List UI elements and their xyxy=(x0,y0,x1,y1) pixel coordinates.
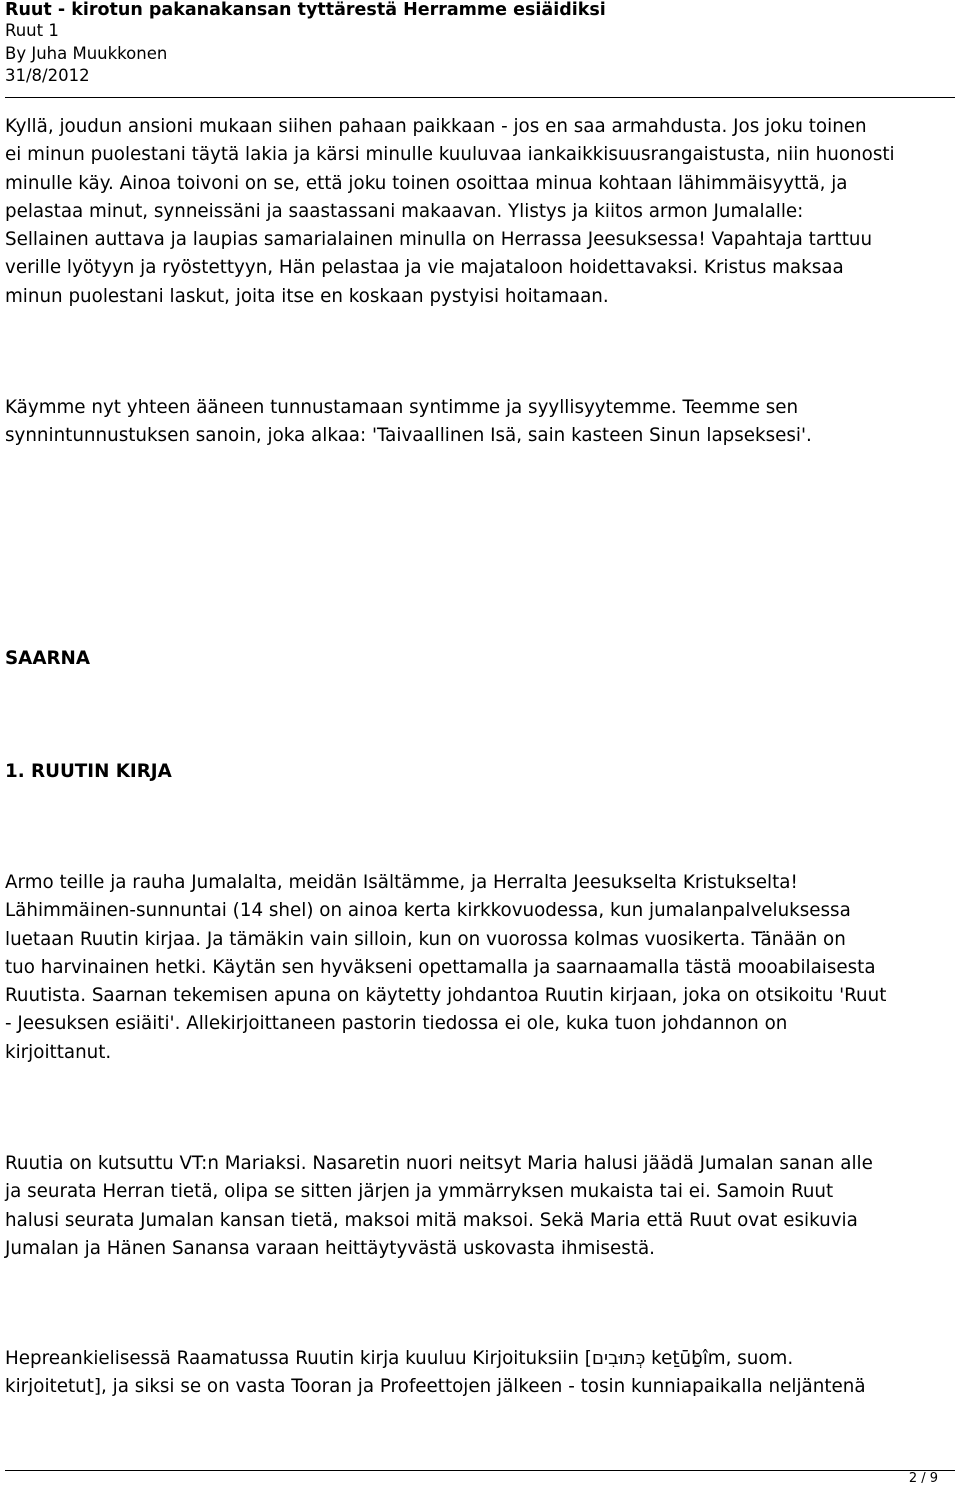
paragraph-4 xyxy=(5,1150,957,1263)
paragraph-1 xyxy=(5,113,957,311)
paragraph-2 xyxy=(5,394,957,451)
paragraph-line: Armo teille ja rauha Jumalalta, meidän Isältämme, ja Herralta Jeesukselta Kristukselta! xyxy=(5,872,798,893)
paragraph-line: kirjoitetut], ja siksi se on vasta Tooran ja Profeettojen jälkeen - tosin kunniapaikalla neljäntenä xyxy=(5,1376,866,1398)
paragraph-5 xyxy=(5,1345,957,1402)
paragraph-line: Hepreankielisessä Raamatussa Ruutin kirja kuuluu Kirjoituksiin [כְּתוּבִים keṯūḇîm, suom. xyxy=(5,1348,794,1369)
document-title: Ruut - kirotun pakanakansan tyttärestä Herramme esiäidiksi xyxy=(5,0,606,20)
book-heading: 1. RUUTIN KIRJA xyxy=(5,761,172,782)
paragraph-line: ei minun puolestani täytä lakia ja kärsi minulle kuuluvaa iankaikkisuusrangaistusta, niin huonosti xyxy=(5,144,895,166)
footer-divider xyxy=(5,1470,955,1471)
paragraph-line: ja seurata Herran tietä, olipa se sitten järjen ja ymmärryksen mukaista tai ei. Samoin Ruut xyxy=(5,1181,834,1203)
paragraph-line: Käymme nyt yhteen ääneen tunnustamaan syntimme ja syyllisyytemme. Teemme sen xyxy=(5,397,799,418)
paragraph-line: pelastaa minut, synneissäni ja saastassani makaavan. Ylistys ja kiitos armon Jumalalle: xyxy=(5,200,804,222)
paragraph-line: minun puolestani laskut, joita itse en koskaan pystyisi hoitamaan. xyxy=(5,285,609,307)
paragraph-line: Jumalan ja Hänen Sanansa varaan heittäytyvästä uskovasta ihmisestä. xyxy=(5,1237,655,1259)
sermon-heading: SAARNA xyxy=(5,648,90,669)
document-subtitle: Ruut 1 xyxy=(5,21,59,40)
paragraph-line: Kyllä, joudun ansioni mukaan siihen pahaan paikkaan - jos en saa armahdusta. Jos joku toinen xyxy=(5,116,867,137)
paragraph-line: - Jeesuksen esiäiti'. Allekirjoittaneen pastorin tiedossa ei ole, kuka tuon johdannon on xyxy=(5,1013,788,1035)
paragraph-line: Sellainen auttava ja laupias samarialainen minulla on Herrassa Jeesuksessa! Vapahtaja tarttuu xyxy=(5,229,873,251)
paragraph-line: Lähimmäinen-sunnuntai (14 shel) on ainoa kerta kirkkovuodessa, kun jumalanpalveluksessa xyxy=(5,900,851,922)
paragraph-line: verille lyötyyn ja ryöstettyyn, Hän pelastaa ja vie majataloon hoidettavaksi. Kristus maksaa xyxy=(5,257,844,279)
paragraph-line: halusi seurata Jumalan kansan tietä, maksoi mitä maksoi. Sekä Maria että Ruut ovat esikuvia xyxy=(5,1209,858,1231)
paragraph-line: luetaan Ruutin kirjaa. Ja tämäkin vain silloin, kun on vuorossa kolmas vuosikerta. Tänään on xyxy=(5,928,846,950)
paragraph-line: Ruutia on kutsuttu VT:n Mariaksi. Nasaretin nuori neitsyt Maria halusi jäädä Jumalan sanan alle xyxy=(5,1153,873,1174)
paragraph-line: tuo harvinainen hetki. Käytän sen hyväkseni opettamalla ja saarnaamalla tästä mooabilaisesta xyxy=(5,956,876,978)
page-number: 2 / 9 xyxy=(908,1471,938,1486)
document-header xyxy=(5,0,955,88)
document-date: 31/8/2012 xyxy=(5,66,90,85)
header-divider xyxy=(5,97,955,98)
paragraph-line: minulle käy. Ainoa toivoni on se, että joku toinen osoittaa minua kohtaan lähimmäisyyttä, ja xyxy=(5,172,848,194)
paragraph-line: kirjoittanut. xyxy=(5,1041,112,1063)
document-author: By Juha Muukkonen xyxy=(5,43,168,63)
paragraph-line: Ruutista. Saarnan tekemisen apuna on käytetty johdantoa Ruutin kirjaan, joka on otsikoitu 'Ruut xyxy=(5,985,887,1007)
paragraph-line: synnintunnustuksen sanoin, joka alkaa: 'Taivaallinen Isä, sain kasteen Sinun lapseksesi'. xyxy=(5,425,812,447)
paragraph-3 xyxy=(5,869,957,1067)
